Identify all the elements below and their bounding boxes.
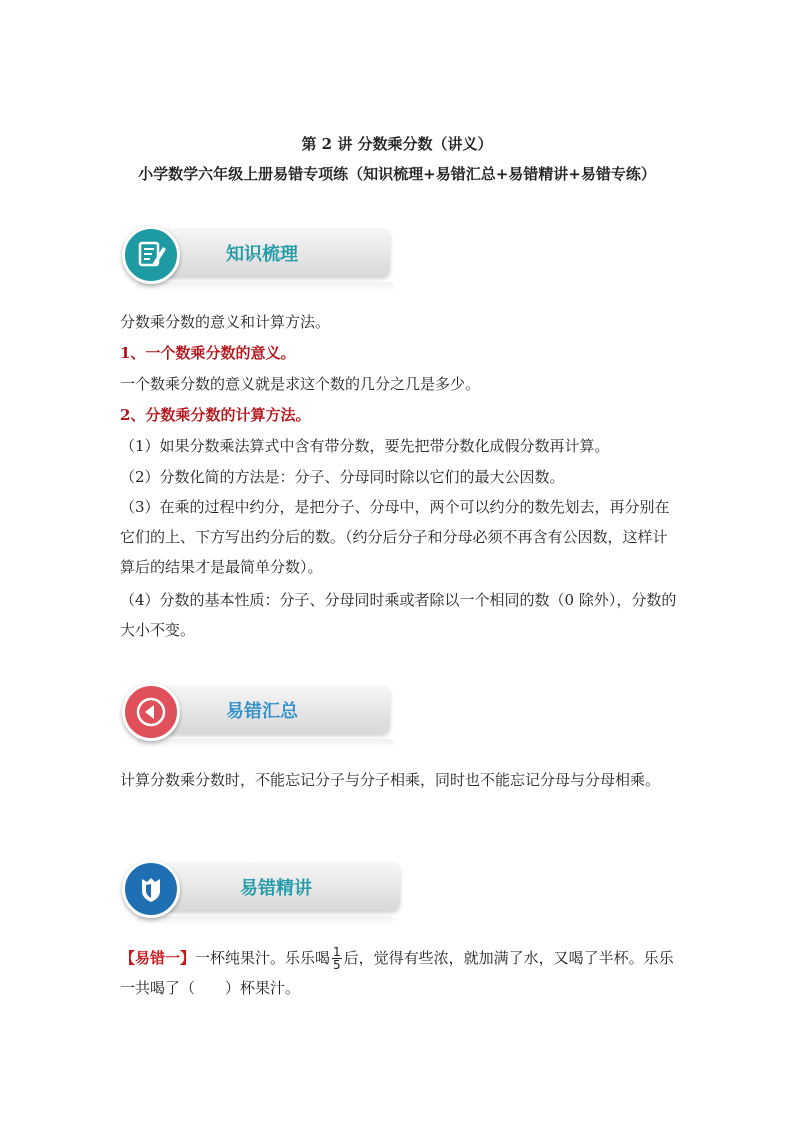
example-tag: 【易错一】: [120, 949, 196, 967]
section-banner-lecture: [122, 862, 400, 912]
summary-text: 计算分数乘分数时，不能忘记分子与分子相乘，同时也不能忘记分母与分母相乘。: [120, 771, 661, 789]
fraction-one-fifth: [332, 946, 342, 971]
section-label-summary: 易错汇总: [226, 701, 298, 722]
lecture-subtitle: 小学数学六年级上册易错专项练（知识梳理+易错汇总+易错精讲+易错专练）: [138, 165, 656, 183]
knowledge-heading-1: 1、一个数乘分数的意义。: [120, 344, 296, 362]
knowledge-intro: 分数乘分数的意义和计算方法。: [120, 313, 331, 331]
section-label-knowledge: 知识梳理: [226, 244, 298, 265]
notepad-pencil-icon: [122, 226, 180, 284]
lecture-title: 第 2 讲 分数乘分数（讲义）: [301, 135, 493, 153]
knowledge-rule-3: （3）在乘的过程中约分，是把分子、分母中，两个可以约分的数先划去，再分别在它们的上、下方写出约分后的数。（约分后分子和分母必须不再含有公因数，这样计算后的结果才是最简单分数）。: [120, 498, 670, 576]
shield-icon: [122, 860, 180, 918]
knowledge-rule-1: （1）如果分数乘法算式中含有带分数，要先把带分数化成假分数再计算。: [120, 437, 610, 455]
example-text-part2: 后，觉得有些浓，就加满了水，又喝了半杯。乐乐一共喝了（ ）杯果汁。: [120, 949, 674, 997]
example-text-part1: 一杯纯果汁。乐乐喝: [195, 949, 331, 967]
knowledge-paragraph-1: 一个数乘分数的意义就是求这个数的几分之几是多少。: [120, 375, 481, 393]
section-banner-knowledge: [122, 228, 390, 278]
example-1: [120, 943, 680, 1003]
section-banner-summary: [122, 685, 390, 735]
knowledge-rule-4: （4）分数的基本性质：分子、分母同时乘或者除以一个相同的数（0 除外），分数的大小不变。: [120, 591, 677, 639]
section-label-lecture: 易错精讲: [240, 878, 312, 899]
fraction-numerator: 1: [333, 945, 341, 959]
knowledge-heading-2: 2、分数乘分数的计算方法。: [120, 406, 311, 424]
back-arrow-circle-icon: [122, 683, 180, 741]
knowledge-rule-2: （2）分数化简的方法是：分子、分母同时除以它们的最大公因数。: [120, 468, 565, 486]
fraction-denominator: 5: [333, 958, 341, 972]
